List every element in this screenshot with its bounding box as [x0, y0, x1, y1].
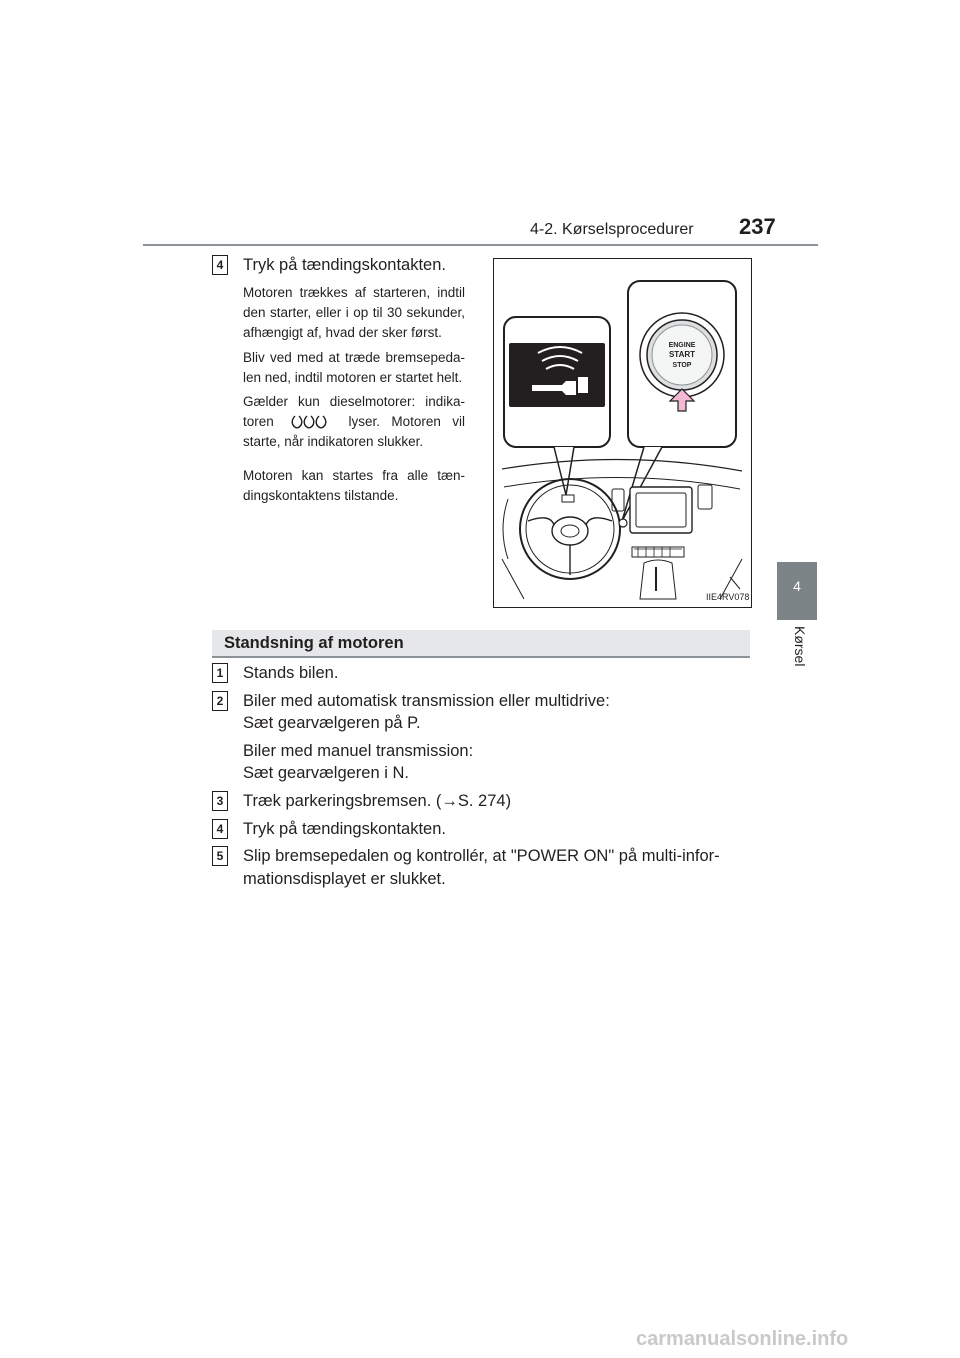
glow-plug-icon — [289, 414, 333, 430]
step-text: Biler med manuel transmission: — [243, 742, 474, 760]
button-label-start: START — [668, 350, 696, 359]
watermark: carmanualsonline.info — [636, 1328, 849, 1350]
note-paragraph: Motoren trækkes af starteren, indtil den starter, eller i op til 30 sekunder, afhængigt af, hvad der sker først. — [243, 285, 465, 340]
step-text: Sæt gearvælgeren på P. — [243, 714, 421, 732]
dashboard-drawing — [494, 259, 751, 607]
note-text: lyser. Motoren vil starte, når indikatoren slukker. — [243, 414, 465, 449]
header-divider — [143, 244, 818, 246]
key-indicator-icon — [509, 343, 605, 407]
step-text: Biler med automatisk transmission eller multidrive: — [243, 692, 610, 710]
step-text: Tryk på tændingskontakten. — [243, 256, 446, 274]
note-text: Gælder kun dieselmotorer: indika-toren — [243, 394, 465, 429]
step-number-box: 1 — [212, 663, 228, 683]
step-number-box: 4 — [212, 255, 228, 275]
chapter-tab-number: 4 — [793, 578, 801, 594]
chapter-label: Kørsel — [792, 626, 808, 667]
note-paragraph: Bliv ved med at træde bremsepeda-len ned, indtil motoren er startet helt. — [243, 350, 465, 385]
section-title: Standsning af motoren — [224, 634, 404, 652]
page-number: 237 — [739, 214, 776, 239]
figure-code: IIE4RV078 — [706, 592, 750, 602]
step-number-box: 3 — [212, 791, 228, 811]
step-number-box: 4 — [212, 819, 228, 839]
running-header-section: 4-2. Kørselsprocedurer — [530, 221, 694, 238]
step-text: Tryk på tændingskontakten. — [243, 820, 446, 838]
dashboard-illustration — [493, 258, 752, 608]
button-label-stop: STOP — [672, 362, 692, 369]
step-text: Stands bilen. — [243, 664, 339, 682]
step-text: mationsdisplayet er slukket. — [243, 870, 446, 888]
note-paragraph: Motoren kan startes fra alle tæn-dingskontaktens tilstande. — [243, 468, 465, 503]
step-text: Sæt gearvælgeren i N. — [243, 764, 409, 782]
step-text: Slip bremsepedalen og kontrollér, at "POWER ON" på multi-infor- — [243, 847, 720, 865]
step-number-box: 5 — [212, 846, 228, 866]
note-paragraph — [243, 392, 465, 452]
button-label-engine: ENGINE — [668, 342, 696, 349]
step-number-box: 2 — [212, 691, 228, 711]
step-text: Træk parkeringsbremsen. (→S. 274) — [243, 792, 512, 810]
